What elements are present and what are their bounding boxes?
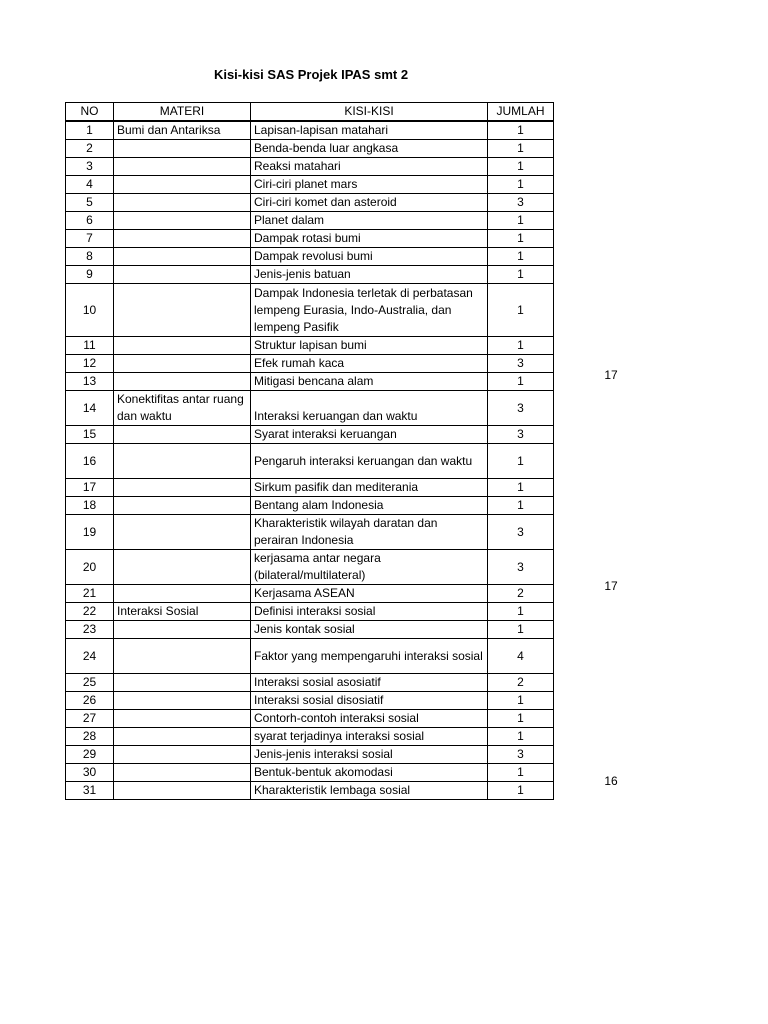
header-materi: MATERI <box>114 103 251 122</box>
row-kisi-kisi: Interaksi sosial asosiatif <box>251 674 488 692</box>
row-number: 18 <box>66 497 114 515</box>
row-kisi-kisi: Contorh-contoh interaksi sosial <box>251 710 488 728</box>
row-materi <box>114 158 251 176</box>
row-kisi-kisi: Planet dalam <box>251 212 488 230</box>
row-kisi-kisi: Mitigasi bencana alam <box>251 373 488 391</box>
row-number: 25 <box>66 674 114 692</box>
row-number: 16 <box>66 444 114 479</box>
row-number: 2 <box>66 140 114 158</box>
row-kisi-kisi: Interaksi keruangan dan waktu <box>251 391 488 426</box>
table-row <box>66 764 554 782</box>
row-kisi-kisi: Syarat interaksi keruangan <box>251 426 488 444</box>
table-row <box>66 121 554 140</box>
table-row <box>66 710 554 728</box>
header-row <box>66 103 554 122</box>
row-number: 1 <box>66 121 114 140</box>
table-row <box>66 355 554 373</box>
row-jumlah: 1 <box>488 444 554 479</box>
row-jumlah: 1 <box>488 284 554 337</box>
header-no: NO <box>66 103 114 122</box>
row-number: 11 <box>66 337 114 355</box>
row-materi <box>114 710 251 728</box>
row-materi <box>114 621 251 639</box>
row-jumlah: 1 <box>488 266 554 284</box>
row-kisi-kisi: Sirkum pasifik dan mediterania <box>251 479 488 497</box>
row-jumlah: 1 <box>488 603 554 621</box>
row-materi <box>114 194 251 212</box>
table-row <box>66 692 554 710</box>
row-jumlah: 2 <box>488 585 554 603</box>
row-jumlah: 3 <box>488 391 554 426</box>
table-row <box>66 728 554 746</box>
header-jumlah: JUMLAH <box>488 103 554 122</box>
row-kisi-kisi: Jenis-jenis interaksi sosial <box>251 746 488 764</box>
table-row <box>66 212 554 230</box>
table-row <box>66 284 554 337</box>
row-materi <box>114 444 251 479</box>
row-materi <box>114 373 251 391</box>
row-number: 20 <box>66 550 114 585</box>
table-row <box>66 585 554 603</box>
row-materi <box>114 284 251 337</box>
row-kisi-kisi: Lapisan-lapisan matahari <box>251 121 488 140</box>
row-jumlah: 3 <box>488 746 554 764</box>
table-row <box>66 140 554 158</box>
row-jumlah: 1 <box>488 337 554 355</box>
row-kisi-kisi: Interaksi sosial disosiatif <box>251 692 488 710</box>
table-row <box>66 746 554 764</box>
table-row <box>66 782 554 800</box>
row-jumlah: 3 <box>488 550 554 585</box>
row-materi <box>114 515 251 550</box>
row-materi <box>114 497 251 515</box>
row-number: 13 <box>66 373 114 391</box>
row-jumlah: 2 <box>488 674 554 692</box>
row-jumlah: 1 <box>488 782 554 800</box>
row-number: 9 <box>66 266 114 284</box>
row-materi <box>114 230 251 248</box>
row-jumlah: 3 <box>488 355 554 373</box>
row-jumlah: 4 <box>488 639 554 674</box>
row-number: 8 <box>66 248 114 266</box>
table-row <box>66 176 554 194</box>
row-materi <box>114 479 251 497</box>
row-number: 23 <box>66 621 114 639</box>
row-number: 21 <box>66 585 114 603</box>
row-jumlah: 3 <box>488 515 554 550</box>
row-materi <box>114 140 251 158</box>
row-materi <box>114 426 251 444</box>
table-row <box>66 373 554 391</box>
row-materi <box>114 639 251 674</box>
row-number: 14 <box>66 391 114 426</box>
row-materi: Bumi dan Antariksa <box>114 121 251 140</box>
row-materi <box>114 782 251 800</box>
row-number: 28 <box>66 728 114 746</box>
table-row <box>66 248 554 266</box>
row-number: 17 <box>66 479 114 497</box>
row-materi <box>114 674 251 692</box>
row-jumlah: 1 <box>488 373 554 391</box>
row-kisi-kisi: Dampak rotasi bumi <box>251 230 488 248</box>
row-number: 4 <box>66 176 114 194</box>
row-number: 29 <box>66 746 114 764</box>
total-konektifitas: 17 <box>604 579 618 593</box>
header-kisi-kisi: KISI-KISI <box>251 103 488 122</box>
row-materi: Konektifitas antar ruang dan waktu <box>114 391 251 426</box>
row-number: 24 <box>66 639 114 674</box>
row-number: 10 <box>66 284 114 337</box>
table-row <box>66 444 554 479</box>
row-kisi-kisi: Bentuk-bentuk akomodasi <box>251 764 488 782</box>
row-number: 26 <box>66 692 114 710</box>
row-materi <box>114 248 251 266</box>
table-row <box>66 603 554 621</box>
row-jumlah: 1 <box>488 710 554 728</box>
kisi-kisi-table <box>65 102 554 800</box>
row-materi <box>114 337 251 355</box>
row-kisi-kisi: Reaksi matahari <box>251 158 488 176</box>
row-kisi-kisi: Kharakteristik wilayah daratan dan perairan Indonesia <box>251 515 488 550</box>
row-materi <box>114 746 251 764</box>
row-kisi-kisi: Jenis-jenis batuan <box>251 266 488 284</box>
row-number: 12 <box>66 355 114 373</box>
row-jumlah: 1 <box>488 176 554 194</box>
row-number: 19 <box>66 515 114 550</box>
row-materi <box>114 550 251 585</box>
row-kisi-kisi: Kerjasama ASEAN <box>251 585 488 603</box>
row-kisi-kisi: Bentang alam Indonesia <box>251 497 488 515</box>
row-jumlah: 3 <box>488 426 554 444</box>
table-row <box>66 515 554 550</box>
row-materi <box>114 266 251 284</box>
table-row <box>66 266 554 284</box>
table-row <box>66 391 554 426</box>
row-materi <box>114 212 251 230</box>
table-row <box>66 639 554 674</box>
table-row <box>66 337 554 355</box>
row-jumlah: 1 <box>488 479 554 497</box>
row-jumlah: 1 <box>488 764 554 782</box>
table-row <box>66 479 554 497</box>
row-materi <box>114 355 251 373</box>
table-row <box>66 497 554 515</box>
row-number: 30 <box>66 764 114 782</box>
table-row <box>66 674 554 692</box>
row-kisi-kisi: Ciri-ciri planet mars <box>251 176 488 194</box>
row-number: 15 <box>66 426 114 444</box>
row-kisi-kisi: syarat terjadinya interaksi sosial <box>251 728 488 746</box>
row-kisi-kisi: Faktor yang mempengaruhi interaksi sosial <box>251 639 488 674</box>
table-row <box>66 621 554 639</box>
row-jumlah: 1 <box>488 212 554 230</box>
row-kisi-kisi: Efek rumah kaca <box>251 355 488 373</box>
row-kisi-kisi: Benda-benda luar angkasa <box>251 140 488 158</box>
row-jumlah: 3 <box>488 194 554 212</box>
row-materi <box>114 585 251 603</box>
row-number: 22 <box>66 603 114 621</box>
row-materi <box>114 692 251 710</box>
total-interaksi-sosial: 16 <box>604 774 618 788</box>
row-materi <box>114 728 251 746</box>
row-jumlah: 1 <box>488 158 554 176</box>
row-materi: Interaksi Sosial <box>114 603 251 621</box>
table-row <box>66 230 554 248</box>
row-jumlah: 1 <box>488 140 554 158</box>
row-number: 6 <box>66 212 114 230</box>
row-number: 7 <box>66 230 114 248</box>
row-materi <box>114 176 251 194</box>
row-jumlah: 1 <box>488 230 554 248</box>
table-row <box>66 194 554 212</box>
total-bumi-dan-antariksa: 17 <box>604 368 618 382</box>
row-kisi-kisi: kerjasama antar negara (bilateral/multilateral) <box>251 550 488 585</box>
row-kisi-kisi: Dampak Indonesia terletak di perbatasan lempeng Eurasia, Indo-Australia, dan lempeng Pasifik <box>251 284 488 337</box>
row-kisi-kisi: Definisi interaksi sosial <box>251 603 488 621</box>
row-jumlah: 1 <box>488 248 554 266</box>
table-row <box>66 550 554 585</box>
row-kisi-kisi: Dampak revolusi bumi <box>251 248 488 266</box>
row-jumlah: 1 <box>488 497 554 515</box>
row-number: 3 <box>66 158 114 176</box>
row-kisi-kisi: Pengaruh interaksi keruangan dan waktu <box>251 444 488 479</box>
table-row <box>66 158 554 176</box>
row-kisi-kisi: Kharakteristik lembaga sosial <box>251 782 488 800</box>
row-jumlah: 1 <box>488 121 554 140</box>
row-jumlah: 1 <box>488 692 554 710</box>
document-title: Kisi-kisi SAS Projek IPAS smt 2 <box>213 67 409 82</box>
row-number: 31 <box>66 782 114 800</box>
row-kisi-kisi: Ciri-ciri komet dan asteroid <box>251 194 488 212</box>
row-number: 5 <box>66 194 114 212</box>
row-kisi-kisi: Jenis kontak sosial <box>251 621 488 639</box>
row-kisi-kisi: Struktur lapisan bumi <box>251 337 488 355</box>
row-materi <box>114 764 251 782</box>
table-row <box>66 426 554 444</box>
row-jumlah: 1 <box>488 728 554 746</box>
row-jumlah: 1 <box>488 621 554 639</box>
row-number: 27 <box>66 710 114 728</box>
